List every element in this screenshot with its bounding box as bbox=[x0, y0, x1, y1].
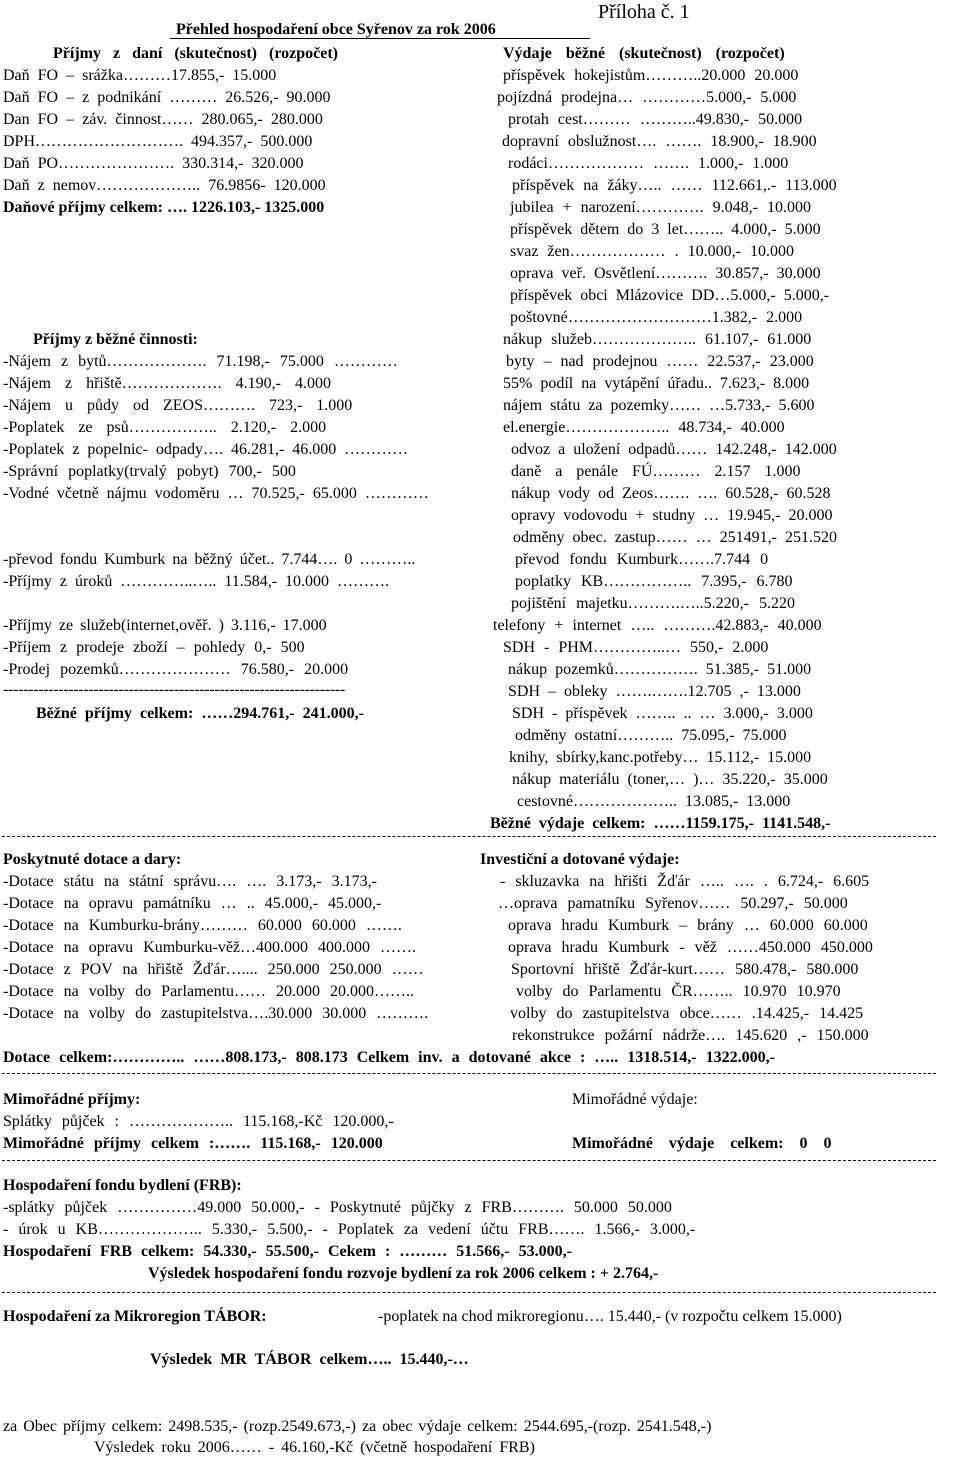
section-divider bbox=[2, 1073, 936, 1074]
list-item: poplatky KB…………….. 7.395,- 6.780 bbox=[515, 573, 793, 590]
list-item: -splátky půjček ……………49.000 50.000,- - Poskytnuté půjčky z FRB………. 50.000 50.000 bbox=[3, 1199, 672, 1216]
loan-repayments: Splátky půjček : ……………….. 115.168,-Kč 120.000,- bbox=[3, 1113, 394, 1130]
list-item: knihy, sbírky,kanc.potřeby… 15.112,- 15.000 bbox=[509, 749, 812, 766]
list-item: -Nájem u půdy od ZEOS………. 723,- 1.000 bbox=[3, 397, 353, 414]
grants-total: Dotace celkem:………….. ……808.173,- 808.173 Celkem inv. a dotované akce : ….. 1318.514,- 1322.000,- bbox=[3, 1049, 775, 1066]
extraordinary-expense-title: Mimořádné výdaje: bbox=[572, 1091, 698, 1108]
list-item: rekonstrukce požární nádrže…. 145.620 ,- 150.000 bbox=[512, 1027, 869, 1044]
list-item: - skluzavka na hřišti Žďár ….. …. . 6.724,- 6.605 bbox=[500, 873, 870, 890]
current-expense-header: Výdaje běžné (skutečnost) (rozpočet) bbox=[503, 45, 785, 62]
list-item: dopravní obslužnost…. ……. 18.900,- 18.900 bbox=[502, 133, 817, 150]
list-item: -Příjmy ze služeb(internet,ověř. ) 3.116,- 17.000 bbox=[3, 617, 327, 634]
list-item: Daň FO – z podnikání ……… 26.526,- 90.000 bbox=[3, 89, 331, 106]
frb-total: Hospodaření FRB celkem: 54.330,- 55.500,- Cekem : ……… 51.566,- 53.000,- bbox=[3, 1243, 572, 1260]
section-divider bbox=[2, 836, 936, 837]
list-item: SDH - příspěvek …….. .. … 3.000,- 3.000 bbox=[512, 705, 813, 722]
list-item: Daň PO…………………. 330.314,- 320.000 bbox=[3, 155, 304, 172]
summary-line-2: Výsledek roku 2006…… - 46.160,-Kč (včetně hospodaření FRB) bbox=[94, 1439, 535, 1456]
list-item: poštovné………………………1.382,- 2.000 bbox=[510, 309, 803, 326]
summary-line-1: za Obec příjmy celkem: 2498.535,- (rozp.2549.673,-) za obec výdaje celkem: 2544.695,-(rozp. 2541.548,-) bbox=[3, 1418, 712, 1435]
list-item: DPH………………………. 494.357,- 500.000 bbox=[3, 133, 313, 150]
list-item: svaz žen……………… . 10.000,- 10.000 bbox=[510, 243, 794, 260]
list-item: -Prodej pozemků………………… 76.580,- 20.000 bbox=[3, 661, 349, 678]
list-item: převod fondu Kumburk…….7.744 0 bbox=[515, 551, 769, 568]
frb-result: Výsledek hospodaření fondu rozvoje bydlení za rok 2006 celkem : + 2.764,- bbox=[148, 1265, 659, 1282]
list-item: nákup služeb……………….. 61.107,- 61.000 bbox=[503, 331, 812, 348]
current-income-title: Příjmy z běžné činnosti: bbox=[33, 331, 198, 348]
divider-text: -------------------------------------------------------------------- bbox=[3, 681, 345, 698]
attachment-label: Příloha č. 1 bbox=[598, 1, 690, 23]
list-item: rodáci……………… ……. 1.000,- 1.000 bbox=[508, 155, 789, 172]
list-item: -Dotace na opravu Kumburku-věž…400.000 400.000 ……. bbox=[3, 939, 417, 956]
list-item: -Příjmy z úroků …………..….. 11.584,- 10.000 ………. bbox=[3, 573, 398, 590]
list-item: - úrok u KB……………….. 5.330,- 5.500,- - Poplatek za vedení účtu FRB……. 1.566,- 3.000,- bbox=[3, 1221, 696, 1238]
list-item: jubilea + narození…………. 9.048,- 10.000 bbox=[510, 199, 811, 216]
section-divider bbox=[2, 1292, 936, 1293]
grants-title: Poskytnuté dotace a dary: bbox=[3, 851, 182, 868]
list-item: Dan FO – záv. činnost…… 280.065,- 280.000 bbox=[3, 111, 323, 128]
frb-title: Hospodaření fondu bydlení (FRB): bbox=[3, 1177, 242, 1194]
tax-income-total: Daňové příjmy celkem: …. 1226.103,- 1325.000 bbox=[3, 199, 325, 216]
microregion-title: Hospodaření za Mikroregion TÁBOR: bbox=[3, 1308, 267, 1325]
extraordinary-income-title: Mimořádné příjmy: bbox=[3, 1091, 141, 1108]
list-item: -Poplatek z popelnic- odpady…. 46.281,- 46.000 ………… bbox=[3, 441, 409, 458]
list-item: odměny obec. zastup…… … 251491,- 251.520 bbox=[513, 529, 837, 546]
microregion-result: Výsledek MR TÁBOR celkem….. 15.440,-… bbox=[150, 1351, 469, 1368]
list-item: příspěvek dětem do 3 let…….. 4.000,- 5.000 bbox=[510, 221, 821, 238]
list-item: nákup materiálu (toner,… )… 35.220,- 35.000 bbox=[512, 771, 828, 788]
list-item: SDH – obleky …….…….12.705 ,- 13.000 bbox=[508, 683, 801, 700]
list-item: el.energie……………….. 48.734,- 40.000 bbox=[503, 419, 785, 436]
list-item: oprava veř. Osvětlení………. 30.857,- 30.000 bbox=[510, 265, 821, 282]
tax-income-header: Příjmy z daní (skutečnost) (rozpočet) bbox=[53, 45, 338, 62]
list-item: pojištění majetku……….…..5.220,- 5.220 bbox=[511, 595, 795, 612]
current-income-total: Běžné příjmy celkem: ……294.761,- 241.000,- bbox=[36, 705, 364, 722]
list-item: Sportovní hřiště Žďár-kurt…… 580.478,- 580.000 bbox=[511, 961, 859, 978]
list-item: volby do Parlamentu ČR…….. 10.970 10.970 bbox=[516, 983, 841, 1000]
list-item: 55% podíl na vytápění úřadu.. 7.623,- 8.000 bbox=[503, 375, 810, 392]
list-item: volby do zastupitelstva obce…… .14.425,- 14.425 bbox=[510, 1005, 864, 1022]
current-expense-total: Běžné výdaje celkem: ……1159.175,- 1141.548,- bbox=[490, 815, 831, 832]
list-item: -Správní poplatky(trvalý pobyt) 700,- 500 bbox=[3, 463, 296, 480]
list-item: -Nájem z hřiště………………. 4.190,- 4.000 bbox=[3, 375, 331, 392]
list-item: cestovné……………….. 13.085,- 13.000 bbox=[517, 793, 791, 810]
list-item: příspěvek hokejistům………..20.000 20.000 bbox=[503, 67, 799, 84]
list-item: protah cest……… ………..49.830,- 50.000 bbox=[508, 111, 803, 128]
list-item: byty – nad prodejnou …… 22.537,- 23.000 bbox=[506, 353, 814, 370]
list-item: …oprava pamatníku Syřenov…… 50.297,- 50.000 bbox=[498, 895, 848, 912]
section-divider bbox=[2, 1160, 936, 1161]
list-item: Daň z nemov……………….. 76.9856- 120.000 bbox=[3, 177, 326, 194]
title-underline bbox=[170, 38, 590, 39]
microregion-note: -poplatek na chod mikroregionu…. 15.440,- (v rozpočtu celkem 15.000) bbox=[378, 1308, 842, 1325]
list-item: -Poplatek ze psů…………….. 2.120,- 2.000 bbox=[3, 419, 327, 436]
list-item: oprava hradu Kumburk – brány … 60.000 60.000 bbox=[508, 917, 868, 934]
list-item: -Vodné včetně nájmu vodoměru … 70.525,- 65.000 ………… bbox=[3, 485, 429, 502]
list-item: nákup pozemků……………. 51.385,- 51.000 bbox=[508, 661, 812, 678]
list-item: odvoz a uložení odpadů…… 142.248,- 142.000 bbox=[511, 441, 837, 458]
list-item: -převod fondu Kumburk na běžný účet.. 7.744…. 0 ……….. bbox=[3, 551, 423, 568]
list-item: pojízdná prodejna… …………5.000,- 5.000 bbox=[497, 89, 797, 106]
document-title: Přehled hospodaření obce Syřenov za rok 2006 bbox=[176, 21, 496, 38]
investments-title: Investiční a dotované výdaje: bbox=[480, 851, 680, 868]
list-item: SDH - PHM…………..… 550,- 2.000 bbox=[503, 639, 769, 656]
list-item: -Dotace na volby do zastupitelstva….30.000 30.000 ………. bbox=[3, 1005, 429, 1022]
list-item: -Dotace na Kumburku-brány……… 60.000 60.000 ……. bbox=[3, 917, 402, 934]
list-item: -Příjem z prodeje zboží – pohledy 0,- 500 bbox=[3, 639, 305, 656]
extraordinary-expense-total: Mimořádné výdaje celkem: 0 0 bbox=[572, 1135, 832, 1152]
list-item: -Dotace státu na státní správu…. …. 3.173,- 3.173,- bbox=[3, 873, 377, 890]
extraordinary-income-total: Mimořádné příjmy celkem :……. 115.168,- 120.000 bbox=[3, 1135, 383, 1152]
list-item: -Dotace na opravu památníku … .. 45.000,- 45.000,- bbox=[3, 895, 382, 912]
list-item: -Nájem z bytů………………. 71.198,- 75.000 ………… bbox=[3, 353, 398, 370]
list-item: nákup vody od Zeos……. …. 60.528,- 60.528 bbox=[511, 485, 831, 502]
list-item: oprava hradu Kumburk - věž ……450.000 450.000 bbox=[508, 939, 873, 956]
list-item: odměny ostatní……….. 75.095,- 75.000 bbox=[515, 727, 787, 744]
list-item: příspěvek na žáky….. …… 112.661,.- 113.000 bbox=[512, 177, 837, 194]
list-item: Daň FO – srážka………17.855,- 15.000 bbox=[3, 67, 277, 84]
list-item: nájem státu za pozemky…… …5.733,- 5.600 bbox=[503, 397, 815, 414]
list-item: opravy vodovodu + studny … 19.945,- 20.000 bbox=[511, 507, 833, 524]
list-item: daně a penále FÚ……… 2.157 1.000 bbox=[511, 463, 801, 480]
list-item: -Dotace na volby do Parlamentu…… 20.000 20.000…….. bbox=[3, 983, 415, 1000]
list-item: telefony + internet ….. ……….42.883,- 40.000 bbox=[493, 617, 822, 634]
list-item: -Dotace z POV na hřiště Žďár….... 250.000 250.000 …… bbox=[3, 961, 424, 978]
list-item: příspěvek obci Mlázovice DD…5.000,- 5.000,- bbox=[510, 287, 830, 304]
